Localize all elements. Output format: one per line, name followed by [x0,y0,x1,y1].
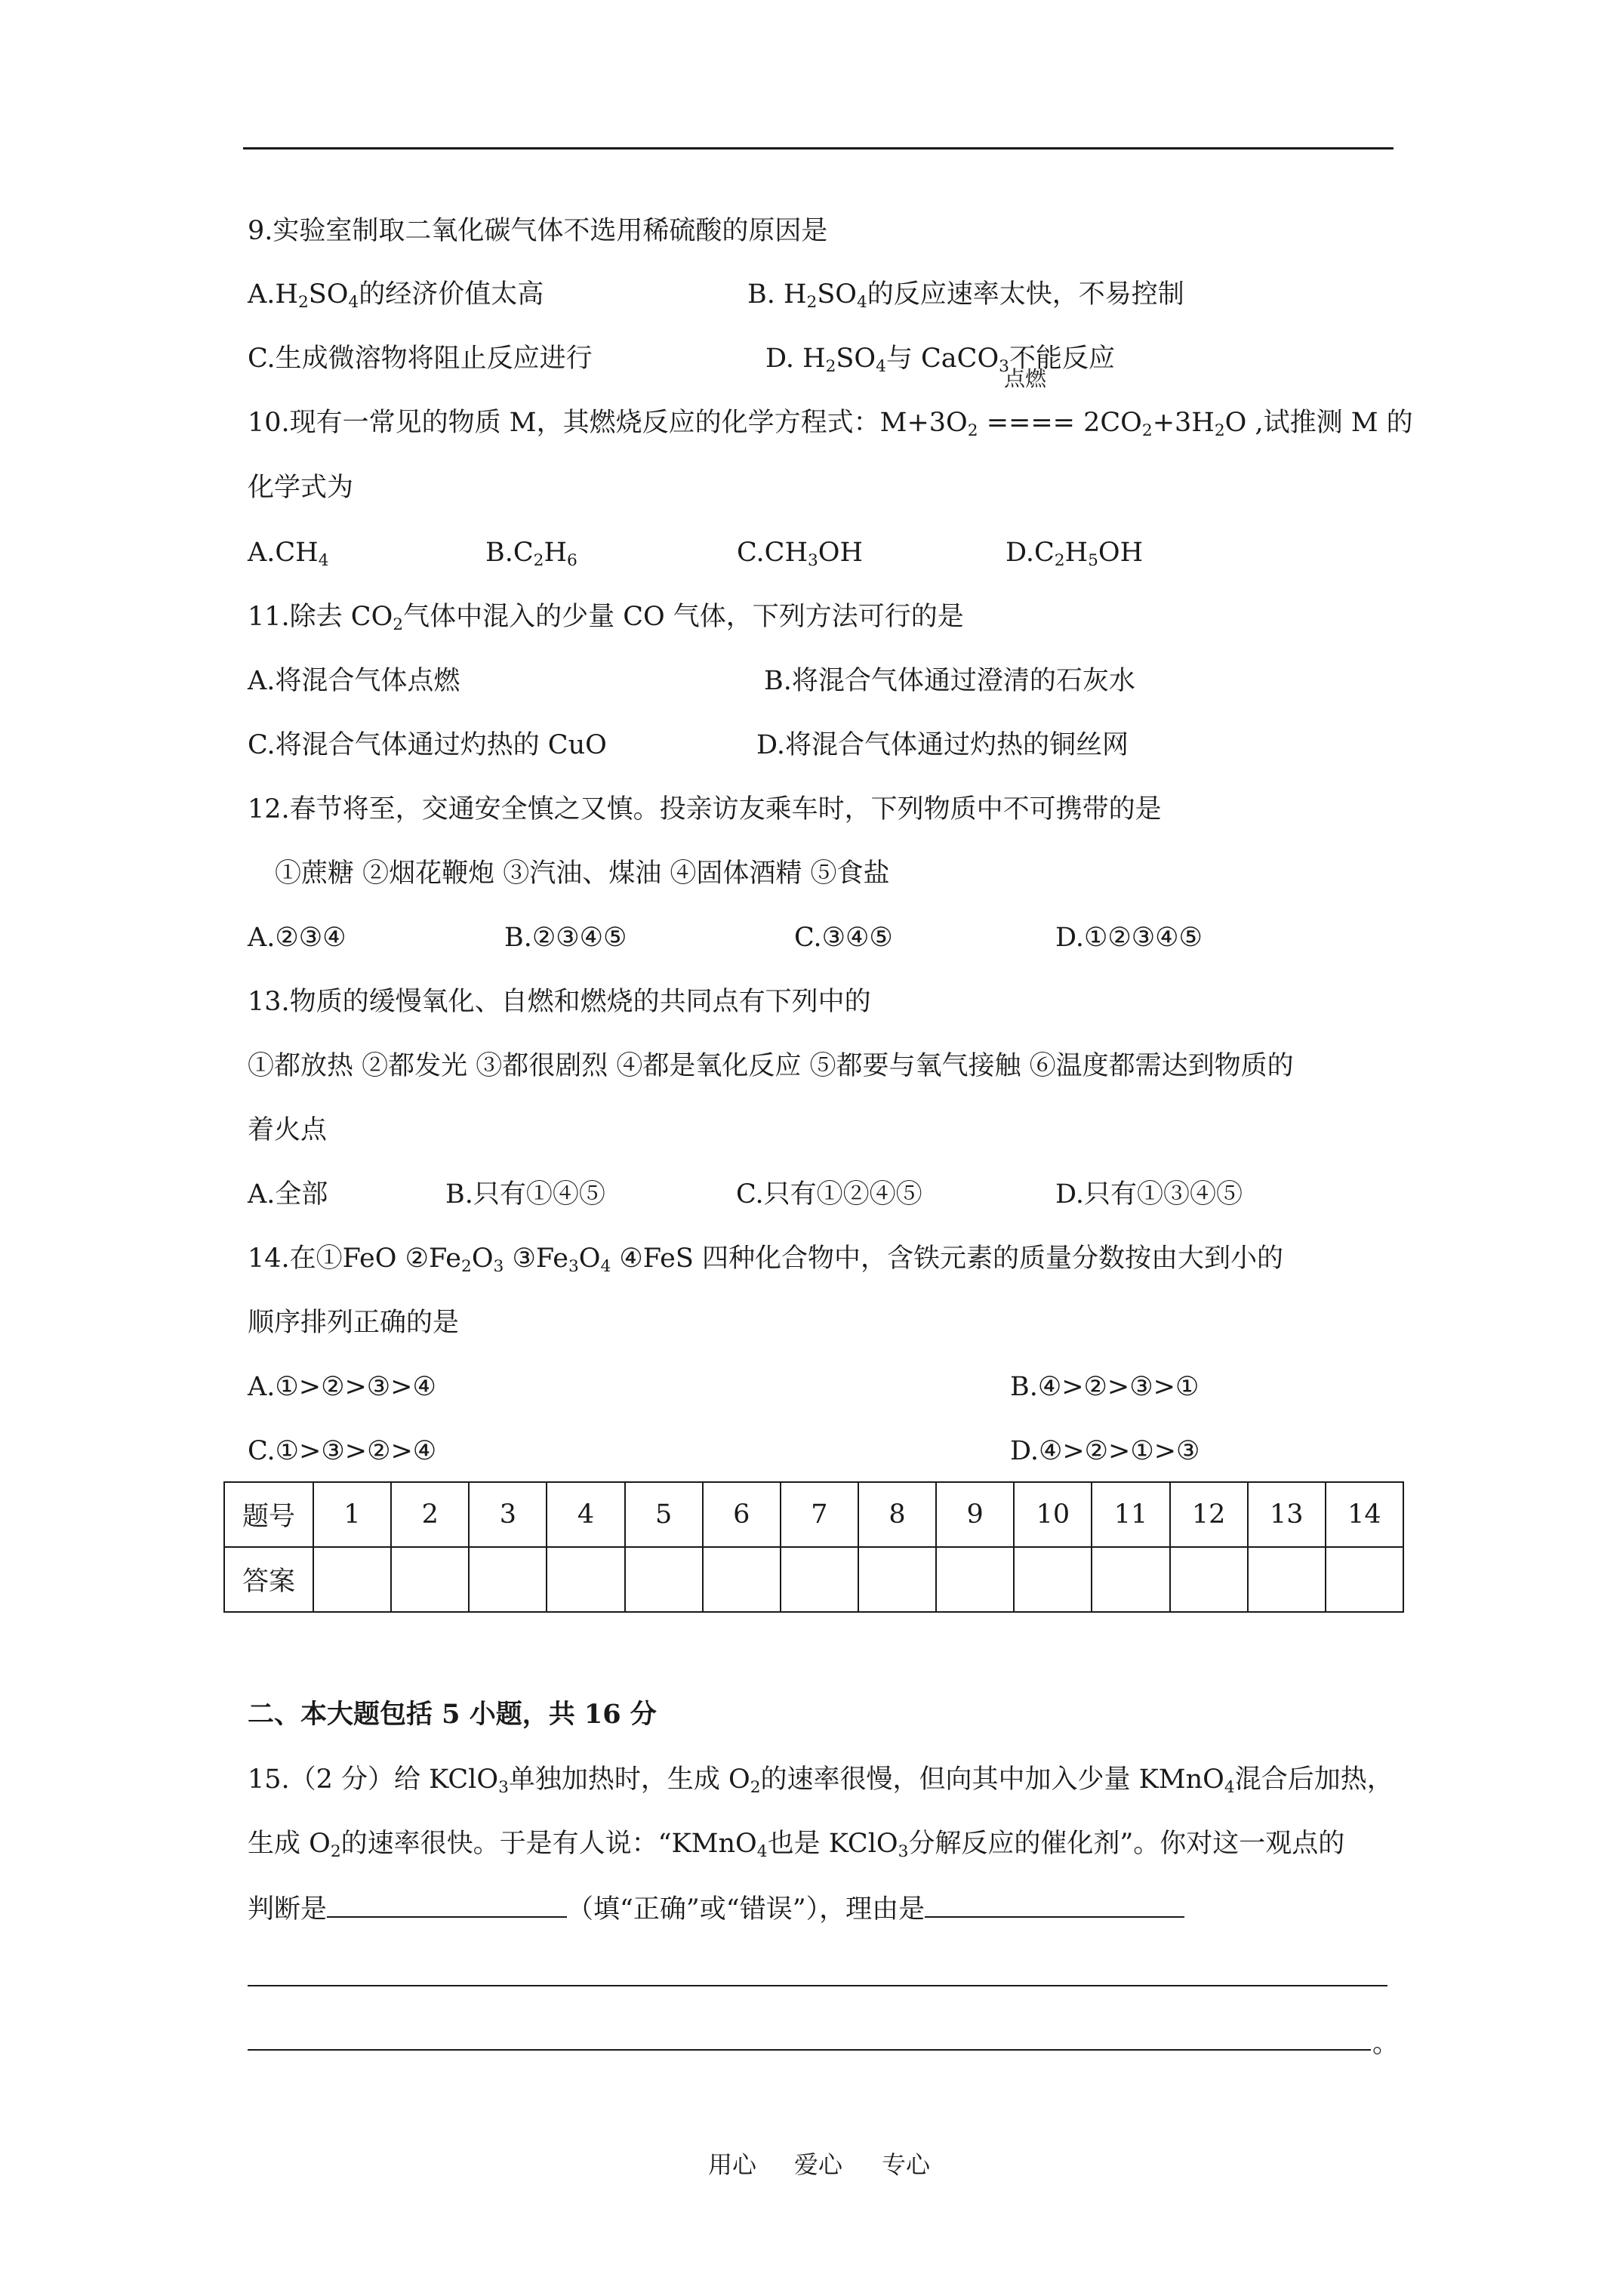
question-12-option-a: A.②③④ [248,923,346,953]
question-11-option-b: B.将混合气体通过澄清的石灰水 [764,666,1135,696]
answer-cell[interactable] [1092,1547,1169,1612]
question-10-stem-cont: 化学式为 [248,473,354,503]
table-number-cell: 10 [1014,1482,1092,1547]
answer-end-mark: 。 [1372,2029,1400,2059]
table-number-cell: 9 [936,1482,1014,1547]
question-15-line-1: 15.（2 分）给 KClO$_3$单独加热时，生成 $O_2$的速率很慢，但向其中加入少量 KMnO$_4$混合后加热， [248,1764,1394,1798]
question-14-option-d: D.④>②>①>③ [1010,1436,1200,1466]
judgement-blank[interactable] [327,1891,567,1918]
table-number-cell: 12 [1170,1482,1248,1547]
section-2-title: 二、本大题包括 5 小题，共 16 分 [248,1699,657,1730]
question-13-items: ①都放热 ②都发光 ③都很剧烈 ④都是氧化反应 ⑤都要与氧气接触 ⑥温度都需达到物质的 [248,1051,1294,1081]
answer-cell[interactable] [781,1547,858,1612]
question-14-option-c: C.①>③>②>④ [248,1436,437,1466]
question-11-option-c: C.将混合气体通过灼热的 CuO [248,730,607,760]
answer-cell[interactable] [547,1547,624,1612]
question-11-option-a: A.将混合气体点燃 [248,666,460,696]
question-14-option-a: A.①>②>③>④ [248,1372,436,1402]
question-10-stem: 10.现有一常见的物质 M，其燃烧反应的化学方程式：$M+3O_2$ ==== $2CO_2+3H_2O$ ,试推测 M 的 [248,408,1413,441]
question-9-option-c: C.生成微溶物将阻止反应进行 [248,344,593,374]
footer-motto-3: 专心 [882,2150,931,2179]
question-9-option-a: $A.H_2SO_4$的经济价值太高 [248,279,544,313]
answer-cell[interactable] [703,1547,781,1612]
table-number-cell: 5 [625,1482,703,1547]
answer-cell[interactable] [936,1547,1014,1612]
answer-line-2[interactable] [248,2049,1371,2051]
table-header-question-number: 题号 [224,1482,313,1547]
question-15-line-2: 生成 $O_2$的速率很快。于是有人说：“KMnO$_4$也是 KClO$_3$分解反应的催化剂”。你对这一观点的 [248,1829,1345,1862]
question-15-line-3: 判断是 （填“正确”或“错误”），理由是 [248,1891,1184,1927]
table-number-cell: 11 [1092,1482,1169,1547]
answer-cell[interactable] [1170,1547,1248,1612]
question-12-option-c: C.③④⑤ [794,923,893,953]
reason-blank[interactable] [925,1891,1184,1918]
question-13-option-a: A.全部 [248,1179,328,1210]
question-12-items: ①蔗糖 ②烟花鞭炮 ③汽油、煤油 ④固体酒精 ⑤食盐 [275,858,890,889]
question-14-stem-cont: 顺序排列正确的是 [248,1308,460,1338]
table-number-cell: 7 [781,1482,858,1547]
question-12-option-b: B.②③④⑤ [504,923,627,953]
question-14-option-b: B.④>②>③>① [1010,1372,1200,1402]
question-13-option-d: D.只有①③④⑤ [1055,1179,1243,1210]
table-number-cell: 2 [391,1482,469,1547]
footer-motto-1: 用心 [708,2150,757,2179]
question-13-option-c: C.只有①②④⑤ [736,1179,922,1210]
table-number-cell: 8 [858,1482,936,1547]
answer-cell[interactable] [858,1547,936,1612]
question-10-option-d: $D.C_2H_5OH$ [1006,538,1144,571]
answer-table-answer-row [224,1547,1403,1612]
question-13-items-cont: 着火点 [248,1115,328,1145]
header-rule [243,147,1394,149]
table-number-cell: 13 [1248,1482,1326,1547]
table-number-cell: 4 [547,1482,624,1547]
question-10-option-a: $A.CH_4$ [248,538,329,571]
answer-table-number-row [224,1482,1403,1547]
table-number-cell: 1 [313,1482,391,1547]
question-12-option-d: D.①②③④⑤ [1055,923,1203,953]
answer-cell[interactable] [391,1547,469,1612]
footer-motto-2: 爱心 [794,2150,843,2179]
question-10-option-b: $B.C_2H_6$ [485,538,577,571]
table-number-cell: 3 [469,1482,547,1547]
question-10-option-c: $C.CH_3OH$ [737,538,863,571]
question-9-stem: 9.实验室制取二氧化碳气体不选用稀硫酸的原因是 [248,216,828,246]
reaction-condition-label: 点燃 [1004,366,1047,391]
answer-cell[interactable] [625,1547,703,1612]
question-9-option-d: D. $H_2SO_4$与 CaCO$_3$不能反应 [765,344,1115,377]
question-13-stem: 13.物质的缓慢氧化、自燃和燃烧的共同点有下列中的 [248,987,871,1017]
answer-cell[interactable] [1248,1547,1326,1612]
question-12-stem: 12.春节将至，交通安全慎之又慎。投亲访友乘车时，下列物质中不可携带的是 [248,794,1162,824]
answer-cell[interactable] [313,1547,391,1612]
answer-line-1[interactable] [248,1985,1387,1986]
question-13-option-b: B.只有①④⑤ [445,1179,605,1210]
answer-cell[interactable] [1014,1547,1092,1612]
table-header-answer: 答案 [224,1547,313,1612]
answer-cell[interactable] [469,1547,547,1612]
question-11-option-d: D.将混合气体通过灼热的铜丝网 [756,730,1129,760]
question-11-stem: 11.除去 $CO_2$气体中混入的少量 CO 气体，下列方法可行的是 [248,602,964,635]
question-9-option-b: B. $H_2SO_4$的反应速率太快，不易控制 [747,279,1184,313]
table-number-cell: 14 [1326,1482,1403,1547]
answer-table [223,1481,1404,1613]
table-number-cell: 6 [703,1482,781,1547]
question-14-stem: 14.在①FeO $②Fe_2O_3$ $③Fe_3O_4$ ④FeS 四种化合物中，含铁元素的质量分数按由大到小的 [248,1244,1283,1277]
answer-cell[interactable] [1326,1547,1403,1612]
